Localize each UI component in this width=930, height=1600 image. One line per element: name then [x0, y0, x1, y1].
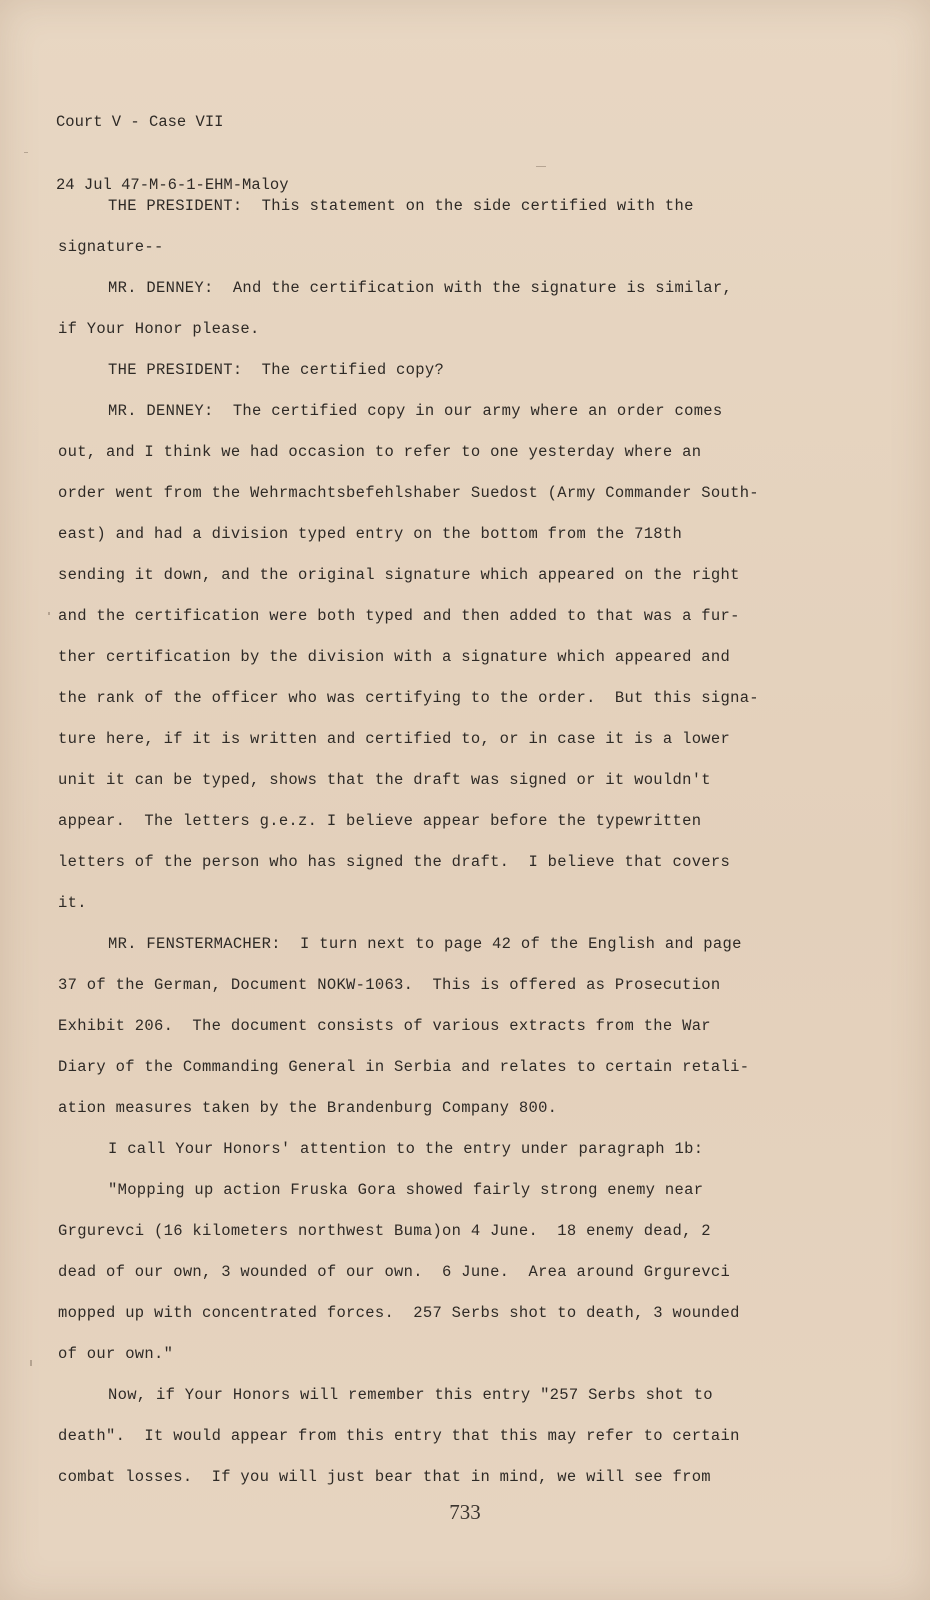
transcript-line: of our own." [58, 1345, 174, 1363]
paper-mark [48, 612, 50, 615]
transcript-line: ture here, if it is written and certified to, or in case it is a lower [58, 730, 731, 748]
transcript-line: I call Your Honors' attention to the entry under paragraph 1b: [108, 1140, 704, 1158]
paper-mark [24, 152, 28, 153]
transcript-line: dead of our own, 3 wounded of our own. 6 June. Area around Grgurevci [58, 1263, 731, 1281]
transcript-line: sending it down, and the original signature which appeared on the right [58, 566, 740, 584]
transcript-line: THE PRESIDENT: The certified copy? [108, 361, 445, 379]
transcript-line: Diary of the Commanding General in Serbia and relates to certain retali- [58, 1058, 750, 1076]
transcript-line: MR. DENNEY: And the certification with the signature is similar, [108, 279, 733, 297]
paper-mark [30, 1360, 32, 1366]
case-header-court: Court V - Case VII [56, 113, 224, 131]
transcript-line: THE PRESIDENT: This statement on the side certified with the [108, 197, 694, 215]
transcript-line: MR. FENSTERMACHER: I turn next to page 42 of the English and page [108, 935, 742, 953]
transcript-line: Now, if Your Honors will remember this entry "257 Serbs shot to [108, 1386, 713, 1404]
transcript-line: appear. The letters g.e.z. I believe appear before the typewritten [58, 812, 702, 830]
paper-mark [536, 166, 546, 167]
transcript-line: Grgurevci (16 kilometers northwest Buma)on 4 June. 18 enemy dead, 2 [58, 1222, 711, 1240]
page-number: 733 [449, 1500, 481, 1524]
transcript-line: mopped up with concentrated forces. 257 Serbs shot to death, 3 wounded [58, 1304, 740, 1322]
transcript-line: MR. DENNEY: The certified copy in our army where an order comes [108, 402, 723, 420]
transcript-line: unit it can be typed, shows that the draft was signed or it wouldn't [58, 771, 711, 789]
transcript-line: 37 of the German, Document NOKW-1063. This is offered as Prosecution [58, 976, 721, 994]
case-header-date-code: 24 Jul 47-M-6-1-EHM-Maloy [56, 176, 289, 194]
transcript-line: signature-- [58, 238, 164, 256]
transcript-body [58, 186, 858, 1498]
transcript-line: the rank of the officer who was certifying to the order. But this signa- [58, 689, 759, 707]
transcript-line: it. [58, 894, 87, 912]
transcript-line: death". It would appear from this entry that this may refer to certain [58, 1427, 740, 1445]
transcript-line: ther certification by the division with a signature which appeared and [58, 648, 731, 666]
transcript-line: "Mopping up action Fruska Gora showed fairly strong enemy near [108, 1181, 704, 1199]
transcript-line: ation measures taken by the Brandenburg Company 800. [58, 1099, 558, 1117]
transcript-line: letters of the person who has signed the draft. I believe that covers [58, 853, 731, 871]
transcript-line: out, and I think we had occasion to refer to one yesterday where an [58, 443, 702, 461]
transcript-line: combat losses. If you will just bear that in mind, we will see from [58, 1468, 711, 1486]
transcript-line: and the certification were both typed and then added to that was a fur- [58, 607, 740, 625]
transcript-line: Exhibit 206. The document consists of various extracts from the War [58, 1017, 711, 1035]
transcript-line: if Your Honor please. [58, 320, 260, 338]
transcript-line: east) and had a division typed entry on the bottom from the 718th [58, 525, 683, 543]
transcript-line: order went from the Wehrmachtsbefehlshaber Suedost (Army Commander South- [58, 484, 759, 502]
